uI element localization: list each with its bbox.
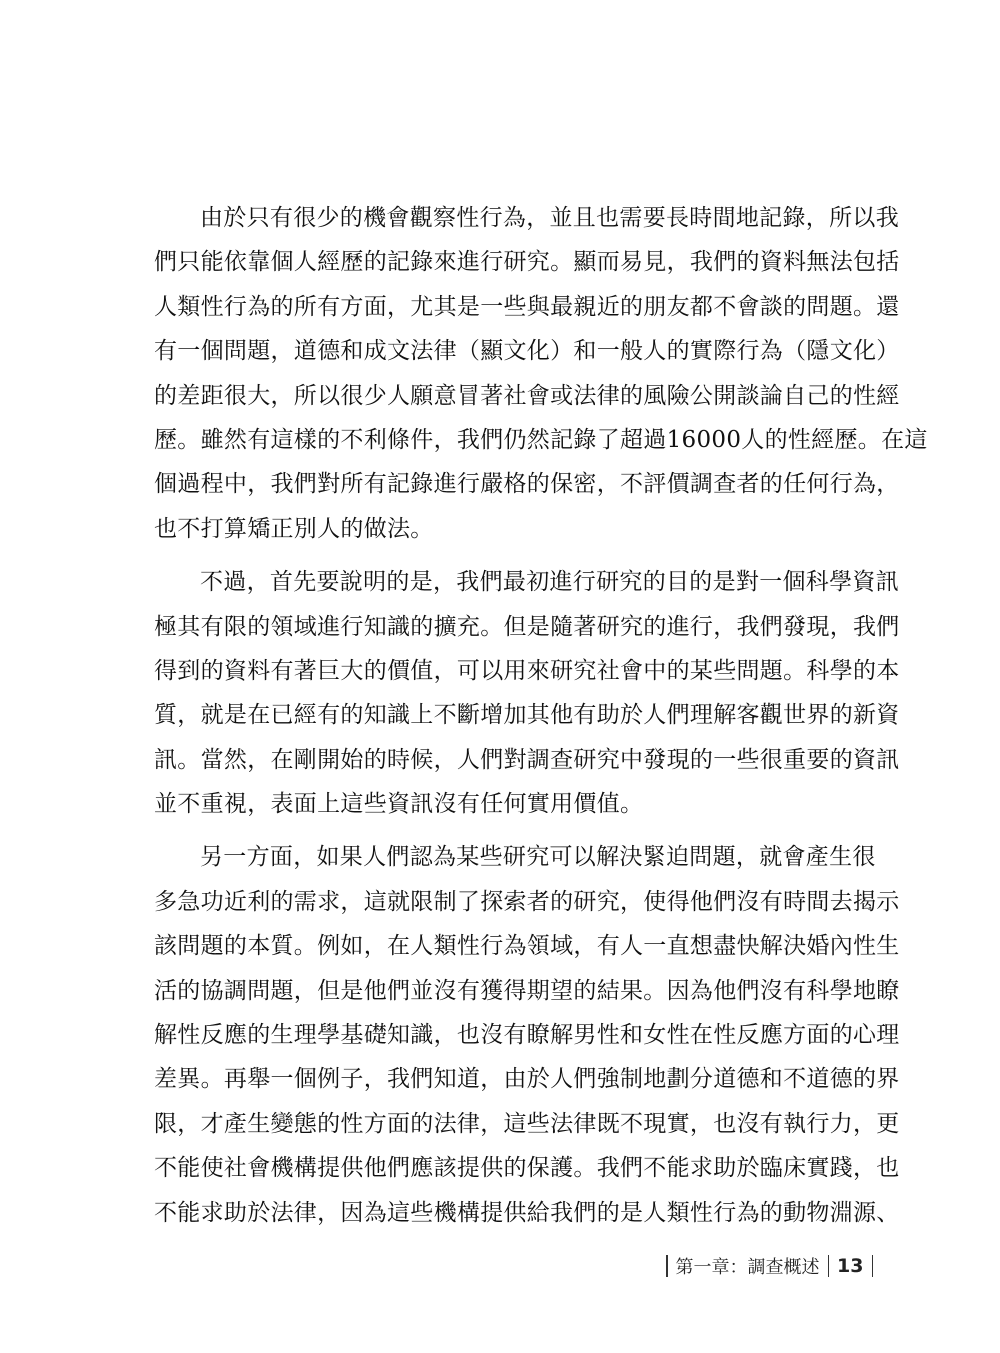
paragraph-1	[154, 196, 928, 551]
text-line: 限，才產生變態的性方面的法律，這些法律既不現實，也沒有執行力，更	[154, 1110, 900, 1137]
text-line: 們只能依靠個人經歷的記錄來進行研究。顯而易見，我們的資料無法包括	[154, 249, 900, 276]
text-line: 另一方面，如果人們認為某些研究可以解決緊迫問題，就會產生很	[200, 844, 876, 871]
page-number: 13	[837, 1255, 864, 1277]
text-line: 極其有限的領域進行知識的擴充。但是隨著研究的進行，我們發現，我們	[154, 613, 900, 640]
page-footer	[658, 1251, 881, 1281]
text-line: 人類性行為的所有方面，尤其是一些與最親近的朋友都不會談的問題。還	[154, 293, 900, 320]
text-line: 該問題的本質。例如，在人類性行為領域，有人一直想盡快解決婚內性生	[154, 933, 900, 960]
text-line: 活的協調問題，但是他們並沒有獲得期望的結果。因為他們沒有科學地瞭	[154, 977, 900, 1004]
text-line: 多急功近利的需求，這就限制了探索者的研究，使得他們沒有時間去揭示	[154, 888, 900, 915]
text-line: 不能使社會機構提供他們應該提供的保護。我們不能求助於臨床實踐，也	[154, 1155, 900, 1182]
footer-divider	[666, 1255, 668, 1277]
text-line: 歷。雖然有這樣的不利條件，我們仍然記錄了超過16000人的性經歷。在這	[154, 426, 928, 453]
text-line: 得到的資料有著巨大的價值，可以用來研究社會中的某些問題。科學的本	[154, 657, 900, 684]
text-line: 不過，首先要說明的是，我們最初進行研究的目的是對一個科學資訊	[200, 569, 899, 596]
text-line: 不能求助於法律，因為這些機構提供給我們的是人類性行為的動物淵源、	[154, 1199, 900, 1226]
text-line: 解性反應的生理學基礎知識，也沒有瞭解男性和女性在性反應方面的心理	[154, 1022, 900, 1049]
paragraph-2	[154, 560, 900, 826]
page-body	[154, 196, 928, 1235]
footer-divider	[828, 1255, 830, 1277]
text-line: 並不重視，表面上這些資訊沒有任何實用價值。	[154, 791, 644, 818]
paragraph-3	[154, 835, 900, 1235]
text-line: 訊。當然，在剛開始的時候，人們對調查研究中發現的一些很重要的資訊	[154, 746, 900, 773]
text-line: 差異。再舉一個例子，我們知道，由於人們強制地劃分道德和不道德的界	[154, 1066, 900, 1093]
text-line: 質，就是在已經有的知識上不斷增加其他有助於人們理解客觀世界的新資	[154, 702, 900, 729]
chapter-title: 第一章：調查概述	[675, 1257, 820, 1278]
text-line: 有一個問題，道德和成文法律（顯文化）和一般人的實際行為（隱文化）	[154, 338, 900, 365]
text-line: 的差距很大，所以很少人願意冒著社會或法律的風險公開談論自己的性經	[154, 382, 900, 409]
text-line: 個過程中，我們對所有記錄進行嚴格的保密，不評價調查者的任何行為，	[154, 471, 900, 498]
text-line: 也不打算矯正別人的做法。	[154, 515, 434, 542]
text-line: 由於只有很少的機會觀察性行為，並且也需要長時間地記錄，所以我	[200, 205, 899, 231]
footer-divider	[872, 1255, 874, 1277]
